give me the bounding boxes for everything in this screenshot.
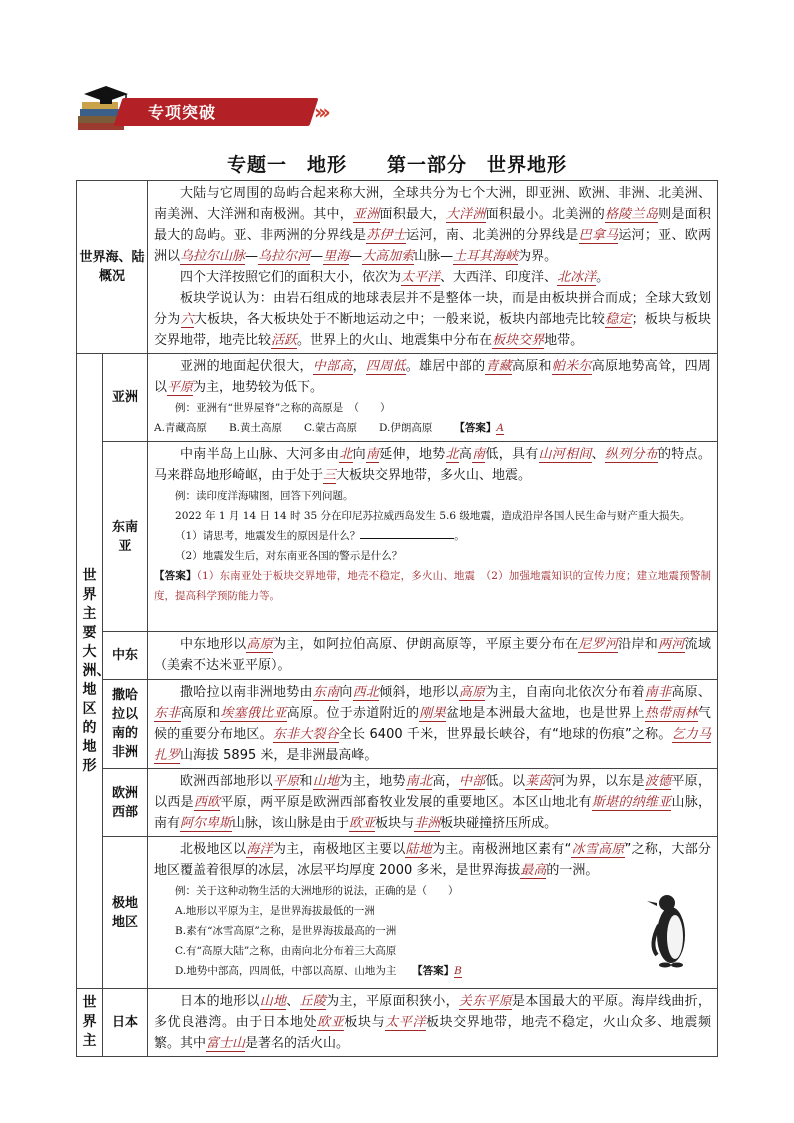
option: D.地势中部高，四周低，中部以高原、山地为主 【答案】B [175,965,462,977]
text-run: 高原。位于赤道附近的 [286,706,420,721]
text-run: 板块与 [375,816,415,831]
keyword: 土耳其海峡 [453,249,519,264]
keyword: 欧亚 [349,816,376,831]
text-run: 中东地形以 [180,637,247,652]
text-run: 是本国最大的平原。海岸线曲折，多优良港湾。由于日本地处 [154,994,711,1030]
text-run: — [349,249,363,264]
text-run: — [310,249,324,264]
text-run: 四个大洋按照它们的面积大小，依次为 [180,270,402,285]
keyword: 乌拉尔河 [258,249,311,264]
row-header-japan: 日本 [103,989,148,1057]
polar-example: 例：关于这种动物生活的大洲地形的说法，正确的是（ ） [175,885,459,897]
keyword: 四周低 [365,359,406,374]
keyword: 大洋洲 [445,207,486,222]
polar-cell [148,837,718,989]
text-run: 山脉— [414,249,454,264]
keyword: 南 [365,447,380,462]
keyword: 大高加索 [362,249,415,264]
text-run: 为界。 [518,249,558,264]
japan-paragraph [154,991,711,1054]
keyword: 平原 [167,380,194,395]
keyword: 东非大裂谷 [272,727,339,742]
sea-question-1: （1）请思考，地震发生的原因是什么？ 。 [154,526,711,546]
keyword: 西北 [352,685,380,700]
text-run: 山脉，该山脉是由于 [232,816,350,831]
keyword: 西欧 [193,795,221,810]
keyword: 波德 [644,774,672,789]
text-run: 为主，如阿拉伯高原、伊朗高原等，平原主要分布在 [272,637,579,652]
keyword: 阿尔卑斯 [180,816,233,831]
keyword: 帕米尔 [551,359,592,374]
text-run: 撒哈拉以南非洲地势由 [180,685,313,700]
text-run: ；板块与板块交界地带，地壳比较 [154,312,711,348]
table-row [77,989,718,1057]
text-run: 的特点。马来群岛地形崎岖，由于处于 [154,447,711,483]
keyword: 板块交界 [492,333,545,348]
keyword: 刚果 [419,706,446,721]
keyword: 亚洲 [353,207,380,222]
text-run: 向 [352,447,366,462]
keyword: 六 [180,312,194,327]
keyword: 山地 [312,774,340,789]
keyword: 乌拉尔山脉 [180,249,246,264]
text-run: 则是面积最大的岛屿。亚、非两洲的分界线是 [154,207,711,243]
sea-question-2: （2）地震发生后，对东南亚各国的警示是什么？ [175,550,403,562]
section-banner [76,78,327,136]
text-run: 为主，平原面积狭小， [326,994,459,1009]
option: B.黄土高原 [228,422,282,434]
table-row [77,769,718,837]
option: C.蒙古高原 [304,422,357,434]
text-run: 高 [458,447,473,462]
text-run: 低，具有 [485,447,539,462]
africa-cell [148,680,718,769]
keyword: 平原 [272,774,300,789]
middle-east-cell [148,632,718,680]
keyword: 高原 [458,685,486,700]
keyword: 欧亚 [317,1015,345,1030]
text-run: 运河；亚、欧两洲以 [154,228,711,264]
japan-cell [148,989,718,1057]
southeast-asia-cell [148,442,718,632]
keyword: 格陵兰岛 [605,207,659,222]
text-run: 为主，地势 [339,774,406,789]
sea-paragraph [154,444,711,486]
option: B.素有“冰雪高原”之称，是世界海拔最高的一洲 [175,925,397,937]
banner-label: 专项突破 [148,103,217,122]
penguin-illustration [643,889,695,969]
keyword: 非洲 [414,816,441,831]
keyword: 北 [445,447,459,462]
text-run: 延伸，地势 [379,447,446,462]
overview-cell [148,181,718,354]
table-row [77,680,718,769]
text-run: 亚洲的地面起伏很大， [180,359,313,374]
row-header-countries: 世界主 [77,989,103,1057]
text-run: 板块学说认为：由岩石组成的地球表层并不是整体一块，而是由板块拼合而成；全球大致划分为 [154,291,711,327]
text-run: 日本的地形以 [180,994,260,1009]
keyword: 莱茵 [525,774,552,789]
text-run: 气候的重要分布地区。 [154,706,711,742]
europe-cell [148,769,718,837]
text-run: 。 [596,270,610,285]
keyword: 两河 [658,637,685,652]
table-row [77,632,718,680]
text-run: 面积最小。北美洲的 [485,207,606,222]
keyword: 南北 [405,774,433,789]
asia-example: 例：亚洲有“世界屋脊”之称的高原是 （ ） [175,402,391,414]
chevron-arrows-icon: ››› [314,100,327,124]
row-header-polar: 极地地区 [103,837,148,989]
text-run: ， [352,359,366,374]
page-title: 专题一 地形 第一部分 世界地形 [226,154,567,176]
keyword: 热带雨林 [644,706,698,721]
text-run: 为主，南极地区主要以 [272,842,406,857]
text-run: 和 [299,774,313,789]
keyword: 太平洋 [385,1015,426,1030]
text-run: 、 [286,994,300,1009]
text-run: 低。以 [485,774,526,789]
text-run: 高原和 [180,706,221,721]
text-run: 平原，以西是 [154,774,711,810]
table-row [77,181,718,354]
text-run: 山海拔 5895 米，是非洲最高峰。 [180,748,378,763]
text-run: 中南半岛上山脉、大河多由 [180,447,340,462]
keyword: 南非 [644,685,672,700]
text-run: 为主。南极洲地区素有“ [432,842,572,857]
europe-paragraph [154,771,711,834]
keyword: 里海 [323,249,350,264]
row-header-overview: 世界海、陆概况 [77,181,148,354]
option: C.有“高原大陆”之称，由南向北分布着三大高原 [175,945,397,957]
keyword: 山地 [259,994,287,1009]
polar-paragraph [154,839,711,881]
content-table [76,180,718,1057]
row-header-regions: 世界主要大洲、地区的地形 [77,354,103,989]
keyword: 陆地 [405,842,432,857]
row-header-middle-east: 中东 [103,632,148,680]
text-run: 面积最大， [379,207,446,222]
keyword: 冰雪高原 [571,842,625,857]
asia-paragraph [154,356,711,398]
text-run: 板块碰撞挤压所成。 [440,816,558,831]
text-run: 北极地区以 [180,842,247,857]
text-run: 。雄居中部的 [405,359,486,374]
text-run: 欧洲西部地形以 [180,774,273,789]
africa-paragraph [154,682,711,766]
text-run: 倾斜，地形以 [379,685,459,700]
keyword: 高原 [246,637,273,652]
keyword: 海洋 [246,842,273,857]
keyword: 活跃 [271,333,298,348]
sea-example: 例：读印度洋海啸图，回答下列问题。 [175,490,354,502]
keyword: 东南 [312,685,340,700]
text-run: 高原、 [671,685,711,700]
row-header-southeast-asia: 东南亚 [103,442,148,632]
keyword: 巴拿马 [578,228,619,243]
option: D.伊朗高原 [379,422,433,434]
keyword: 东非 [154,706,181,721]
text-run: 板块与 [344,1015,386,1030]
text-run: 是著名的活火山。 [245,1036,350,1051]
keyword: 埃塞俄比亚 [220,706,287,721]
text-run: 为主，地势较为低下。 [193,380,324,395]
option: A.地形以平原为主，是世界海拔最低的一洲 [175,905,375,917]
text-run: 高原地势高耸，四周以 [154,359,711,395]
keyword: 中部高 [312,359,353,374]
asia-cell [148,354,718,442]
keyword: 关东平原 [458,994,513,1009]
keyword: 青藏 [485,359,512,374]
row-header-asia: 亚洲 [103,354,148,442]
text-run: — [245,249,259,264]
keyword: 斯堪的纳维亚 [591,795,672,810]
text-run: 高， [432,774,459,789]
table-row [77,837,718,989]
keyword: 苏伊士 [366,228,407,243]
sea-answer: 【答案】（1）东南亚处于板块交界地带，地壳不稳定，多火山、地震 （2）加强地震知识的宣传力度；建立地震预警制度，提高科学预防能力等。 [154,570,712,602]
sea-news: 2022 年 1 月 14 日 14 时 35 分在印尼苏拉威西岛发生 5.6 级地震，造成沿岸各国人民生命与财产重大损失。 [175,510,691,522]
row-header-europe: 欧洲西部 [103,769,148,837]
keyword: 最高 [520,863,547,878]
overview-paragraph-2 [154,267,711,288]
text-run: 山脉，南有 [154,795,711,831]
text-run: 高原和 [512,359,552,374]
keyword: 北冰洋 [557,270,597,285]
keyword: 尼罗河 [578,637,619,652]
overview-paragraph-1 [154,183,711,267]
text-run: 全长 6400 千米，世界最长峡谷，有“地球的伤痕”之称。 [338,727,672,742]
row-header-africa: 撒哈拉以南的非洲 [103,680,148,769]
keyword: 纵列分布 [604,447,659,462]
text-run: 流域（美索不达米亚平原）。 [154,637,711,673]
text-run: 平原，两平原是欧洲西部畜牧业发展的重要地区。本区山地北有 [220,795,592,810]
text-run: 地带。 [544,333,584,348]
text-run: 大板块交界地带，多火山、地震。 [336,468,532,483]
keyword: 三 [323,468,337,483]
keyword: 中部 [458,774,486,789]
keyword: 南 [472,447,486,462]
keyword: 太平洋 [401,270,441,285]
keyword: 稳定 [605,312,632,327]
text-run: 、 [591,447,605,462]
text-run: 为主，自南向北依次分布着 [485,685,645,700]
keyword: 富士山 [206,1036,246,1051]
text-run: 。世界上的火山、地震集中分布在 [297,333,493,348]
asia-options [154,418,711,438]
keyword: 乞力马扎罗 [154,727,711,763]
keyword: 丘陵 [299,994,327,1009]
table-row [77,354,718,442]
text-run: 大板块，各大板块处于不断地运动之中；一般来说，板块内部地壳比较 [193,312,606,327]
text-run: 河为界，以东是 [551,774,645,789]
option: A.青藏高原 [154,422,207,434]
text-run: 大陆与它周围的岛屿合起来称大洲，全球共分为七个大洲，即亚洲、欧洲、非洲、北美洲、南美洲、大洋洲和南极洲。其中， [154,186,711,222]
keyword: 山河相间 [538,447,592,462]
text-run: 向 [339,685,353,700]
text-run: 盆地是本洲最大盆地，也是世界上 [445,706,645,721]
text-run: ”之称，大部分地区覆盖着很厚的冰层，冰层平均厚度 2000 多米，是世界海拔 [154,842,711,878]
me-paragraph [154,634,711,676]
answer: 【答案】A [454,422,504,434]
table-row [77,442,718,632]
text-run: 板块交界地带，地壳不稳定，火山众多、地震频繁。其中 [154,1015,711,1051]
text-run: 的一洲。 [546,863,599,878]
text-run: 、大西洋、印度洋、 [440,270,558,285]
text-run: 沿岸和 [618,637,659,652]
overview-paragraph-3 [154,288,711,351]
text-run: 运河，南、北美洲的分界线是 [406,228,579,243]
keyword: 北 [339,447,353,462]
